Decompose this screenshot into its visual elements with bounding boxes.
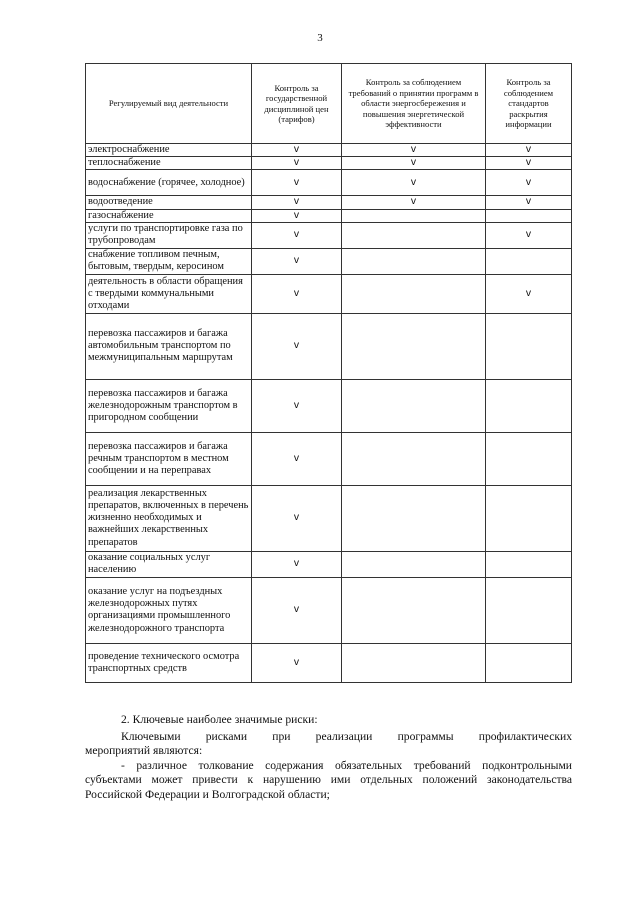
check-mark-cell: v [486,170,572,196]
table-header-row [86,64,572,144]
check-mark-cell [486,432,572,485]
column-header-disclosure-control: Контроль за соблюдением стандартов раскрытия информации [486,64,572,144]
table-row [86,313,572,379]
table-row [86,551,572,577]
check-mark-cell: v [252,157,342,170]
check-mark-cell [342,222,486,248]
activity-cell: реализация лекарственных препаратов, включенных в перечень жизненно необходимых и важнейших лекарственных препаратов [86,485,252,551]
table-row [86,170,572,196]
table-row [86,196,572,209]
check-mark-cell: v [252,379,342,432]
activity-cell: деятельность в области обращения с твердыми коммунальными отходами [86,274,252,313]
table-row [86,209,572,222]
risk-item-1: - различное толкование содержания обязательных требований подконтрольными субъектами может привести к нарушению ими отдельных положений законодательства Российской Федерации и Волгоградской области; [85,758,572,801]
table-row [86,157,572,170]
column-header-price-control: Контроль за государственной дисциплиной цен (тарифов) [252,64,342,144]
check-mark-cell [342,643,486,682]
check-mark-cell [486,209,572,222]
table-row [86,643,572,682]
risks-intro-line-1: Ключевыми рисками при реализации программы профилактических [121,729,572,743]
check-mark-cell: v [252,577,342,643]
check-mark-cell: v [252,313,342,379]
activity-cell: водоотведение [86,196,252,209]
activity-cell: перевозка пассажиров и багажа автомобильным транспортом по межмуниципальным маршрутам [86,313,252,379]
page-number: 3 [317,32,323,44]
check-mark-cell [342,274,486,313]
check-mark-cell: v [252,551,342,577]
check-mark-cell: v [342,170,486,196]
check-mark-cell: v [252,248,342,274]
activity-cell: перевозка пассажиров и багажа речным транспортом в местном сообщении и на переправах [86,432,252,485]
table-row [86,379,572,432]
check-mark-cell [486,577,572,643]
check-mark-cell [486,379,572,432]
table-row [86,248,572,274]
check-mark-cell: v [252,144,342,157]
table-row [86,144,572,157]
table-row [86,274,572,313]
check-mark-cell: v [252,196,342,209]
activity-cell: оказание услуг на подъездных железнодорожных путях организациями промышленного железнодорожного транспорта [86,577,252,643]
check-mark-cell: v [486,222,572,248]
check-mark-cell: v [342,157,486,170]
activity-cell: теплоснабжение [86,157,252,170]
table-row [86,577,572,643]
table-row [86,485,572,551]
check-mark-cell: v [486,196,572,209]
column-header-activity: Регулируемый вид деятельности [86,64,252,144]
activity-cell: проведение технического осмотра транспортных средств [86,643,252,682]
check-mark-cell [486,485,572,551]
check-mark-cell [342,577,486,643]
check-mark-cell [342,485,486,551]
check-mark-cell [342,248,486,274]
risks-intro-line-2: мероприятий являются: [85,744,203,758]
column-header-energy-saving-control: Контроль за соблюдением требований о принятии программ в области энергосбережения и повышения энергетической эффективности [342,64,486,144]
check-mark-cell: v [252,170,342,196]
check-mark-cell [342,379,486,432]
activity-cell: электроснабжение [86,144,252,157]
check-mark-cell [342,432,486,485]
check-mark-cell: v [252,485,342,551]
check-mark-cell: v [486,157,572,170]
table-row [86,222,572,248]
check-mark-cell [486,643,572,682]
table-body [86,144,572,683]
table-row [86,432,572,485]
check-mark-cell: v [252,274,342,313]
check-mark-cell [342,313,486,379]
check-mark-cell [486,551,572,577]
activity-cell: перевозка пассажиров и багажа железнодорожным транспортом в пригородном сообщении [86,379,252,432]
activity-cell: услуги по транспортировке газа по трубопроводам [86,222,252,248]
check-mark-cell [342,551,486,577]
regulated-activities-table [85,63,572,683]
activity-cell: водоснабжение (горячее, холодное) [86,170,252,196]
check-mark-cell: v [252,432,342,485]
section-heading: 2. Ключевые наиболее значимые риски: [121,713,318,726]
check-mark-cell: v [342,144,486,157]
activity-cell: газоснабжение [86,209,252,222]
check-mark-cell: v [252,222,342,248]
check-mark-cell: v [486,274,572,313]
check-mark-cell: v [342,196,486,209]
check-mark-cell: v [252,209,342,222]
check-mark-cell [486,313,572,379]
activity-cell: оказание социальных услуг населению [86,551,252,577]
check-mark-cell: v [486,144,572,157]
check-mark-cell [342,209,486,222]
activity-cell: снабжение топливом печным, бытовым, твердым, керосином [86,248,252,274]
check-mark-cell [486,248,572,274]
document-body [85,713,572,803]
check-mark-cell: v [252,643,342,682]
